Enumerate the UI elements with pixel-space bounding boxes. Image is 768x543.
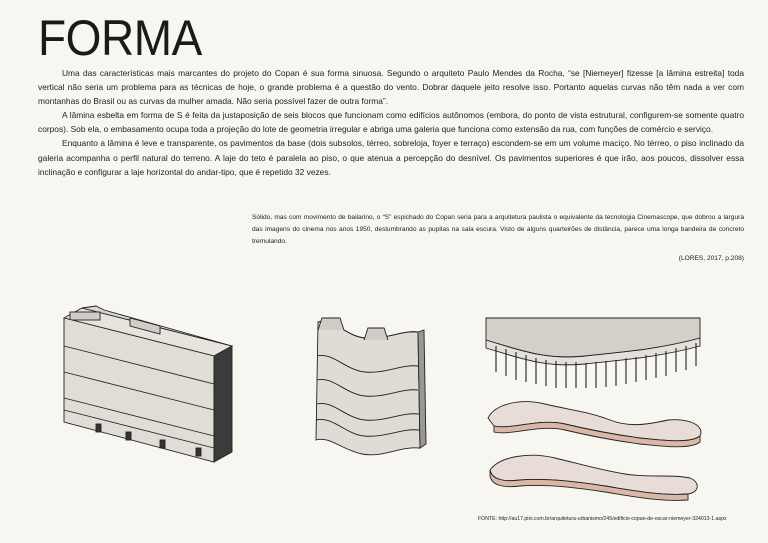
building-drawing-curved [316,318,426,455]
source-caption: FONTE: http://au17.pini.com.br/arquitetura-urbanismo/245/edificio-copan-de-oscar-niemeyer-324013-1.aspx [478,516,727,522]
building-drawing-flat [64,306,232,462]
paragraph-3: Enquanto a lâmina é leve e transparente, os pavimentos da base (dois subsolos, térreo, sobreloja, foyer e terraço) escondem-se em um volume maciço. No térreo, o piso inclinado da galeria acompanha o perfil natural do terreno. A laje do teto é paralela ao piso, o que atenua a percepção do desnível. Os pavimentos superiores é que irão, aos poucos, dissolver essa inclinação e configurar a laje horizontal do andar-tipo, que é repetido 32 vezes. [38,138,744,177]
paragraph-1: Uma das características mais marcantes do projeto do Copan é sua forma sinuosa. Segundo o arquiteto Paulo Mendes da Rocha, “se [Niemeyer] fizesse [a lâmina estreita] toda vertical não seria um problema para as técnicas de hoje, o grande problema é a questão do vento. Dobrar daquele jeito resolve isso. Portanto aquelas curvas não têm nada a ver com montanhas do Brasil ou as curvas da mulher amada. Não seria possível fazer de outra forma”. [38,68,744,107]
page-title: FORMA [38,10,202,66]
building-drawing-exploded [486,318,701,500]
citation: (LORES, 2017, p.208) [678,255,744,262]
paragraph-2: A lâmina esbelta em forma de S é feita da justaposição de seis blocos que funcionam como edifícios autônomos (embora, do ponto de vista estrutural, configurem-se somente quatro corpos). Sob ela, o embasamento ocupa toda a projeção do lote de geometria irregular e abriga uma galeria que funciona como extensão da rua, com funções de comércio e serviço. [38,110,744,135]
quote-text: Sólido, mas com movimento de bailarino, o “S” espichado do Copan seria para a arquitetura paulista o equivalente da tecnologia Cinemascope, que dobrou a largura das imagens do cinema nos anos 1950, deslumbrando as pupilas na sala escura. Visto de alguns quarteirões de distância, parece uma longa bandeira de concreto tremulando. [252,214,744,245]
